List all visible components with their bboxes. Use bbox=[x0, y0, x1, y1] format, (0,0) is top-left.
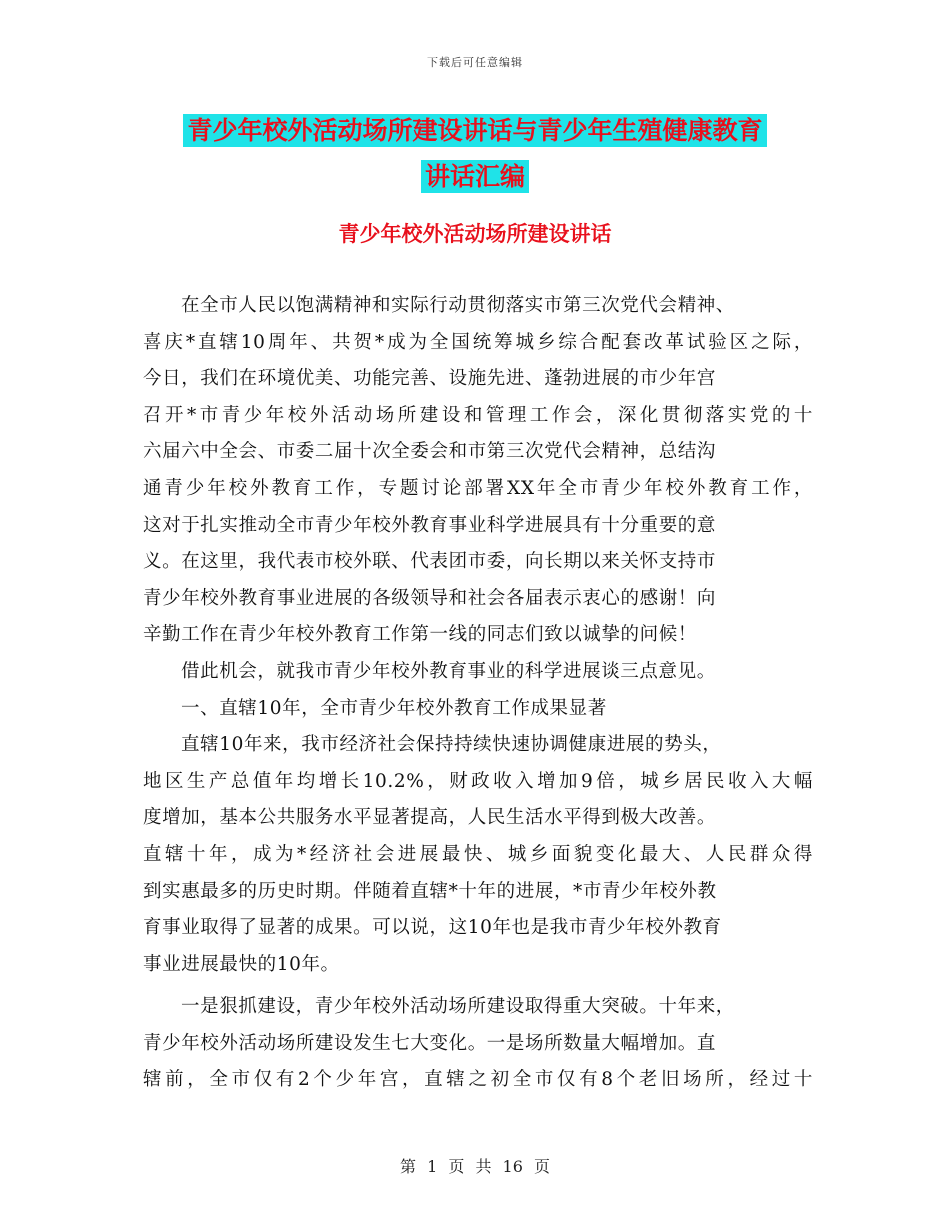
paragraph-line: 度增加，基本公共服务水平显著提高，人民生活水平得到极大改善。 bbox=[143, 807, 717, 829]
paragraph-line: 直辖10年来，我市经济社会保持持续快速协调健康进展的势头， bbox=[181, 734, 722, 756]
paragraph-line: 在全市人民以饱满精神和实际行动贯彻落实市第三次党代会精神、 bbox=[181, 295, 735, 316]
paragraph-line: 六届六中全会、市委二届十次全委会和市第三次党代会精神，总结沟 bbox=[143, 441, 717, 463]
paragraph-line: 一是狠抓建设，青少年校外活动场所建设取得重大突破。十年来， bbox=[181, 996, 735, 1018]
document-title bbox=[140, 108, 810, 200]
page-footer: 第 1 页 共 16 页 bbox=[400, 1157, 550, 1176]
paragraph-line: 这对于扎实推动全市青少年校外教育事业科学进展具有十分重要的意 bbox=[143, 514, 717, 536]
document-title-line-1: 青少年校外活动场所建设讲话与青少年生殖健康教育 bbox=[183, 114, 766, 147]
paragraph-line: 青少年校外教育事业进展的各级领导和社会各届表示衷心的感谢！向 bbox=[143, 587, 717, 609]
body-text bbox=[143, 288, 813, 1099]
paragraph-line: 直辖十年，成为*经济社会进展最快、城乡面貌变化最大、人民群众得 bbox=[143, 843, 813, 865]
paragraph-line: 辖前，全市仅有2个少年宫，直辖之初全市仅有8个老旧场所，经过十 bbox=[143, 1069, 813, 1091]
paragraph-line: 辛勤工作在青少年校外教育工作第一线的同志们致以诚挚的问候！ bbox=[143, 624, 697, 646]
paragraph-line: 借此机会，就我市青少年校外教育事业的科学进展谈三点意见。 bbox=[181, 660, 716, 682]
paragraph-line: 到实惠最多的历史时期。伴随着直辖*十年的进展，*市青少年校外教 bbox=[143, 880, 717, 902]
paragraph-line: 地区生产总值年均增长10.2%，财政收入增加9倍，城乡居民收入大幅 bbox=[143, 770, 813, 792]
document-title-line-2: 讲话汇编 bbox=[421, 160, 529, 193]
paragraph-line: 义。在这里，我代表市校外联、代表团市委，向长期以来关怀支持市 bbox=[143, 551, 717, 573]
paragraph-line: 今日，我们在环境优美、功能完善、设施先进、蓬勃进展的市少年宫 bbox=[143, 368, 717, 390]
page-header-note: 下载后可任意编辑 bbox=[427, 56, 523, 69]
paragraph-line: 喜庆*直辖10周年、共贺*成为全国统筹城乡综合配套改革试验区之际， bbox=[143, 331, 813, 353]
paragraph-line: 通青少年校外教育工作，专题讨论部署XX年全市青少年校外教育工作， bbox=[143, 477, 813, 499]
paragraph-line: 青少年校外活动场所建设发生七大变化。一是场所数量大幅增加。直 bbox=[143, 1032, 717, 1054]
paragraph-line: 召开*市青少年校外活动场所建设和管理工作会，深化贯彻落实党的十 bbox=[143, 404, 813, 426]
section-title: 青少年校外活动场所建设讲话 bbox=[338, 222, 612, 246]
paragraph-line: 育事业取得了显著的成果。可以说，这10年也是我市青少年校外教育 bbox=[143, 917, 722, 939]
paragraph-line: 事业进展最快的10年。 bbox=[143, 953, 340, 975]
section-heading-1: 一、直辖10年，全市青少年校外教育工作成果显著 bbox=[181, 697, 607, 719]
